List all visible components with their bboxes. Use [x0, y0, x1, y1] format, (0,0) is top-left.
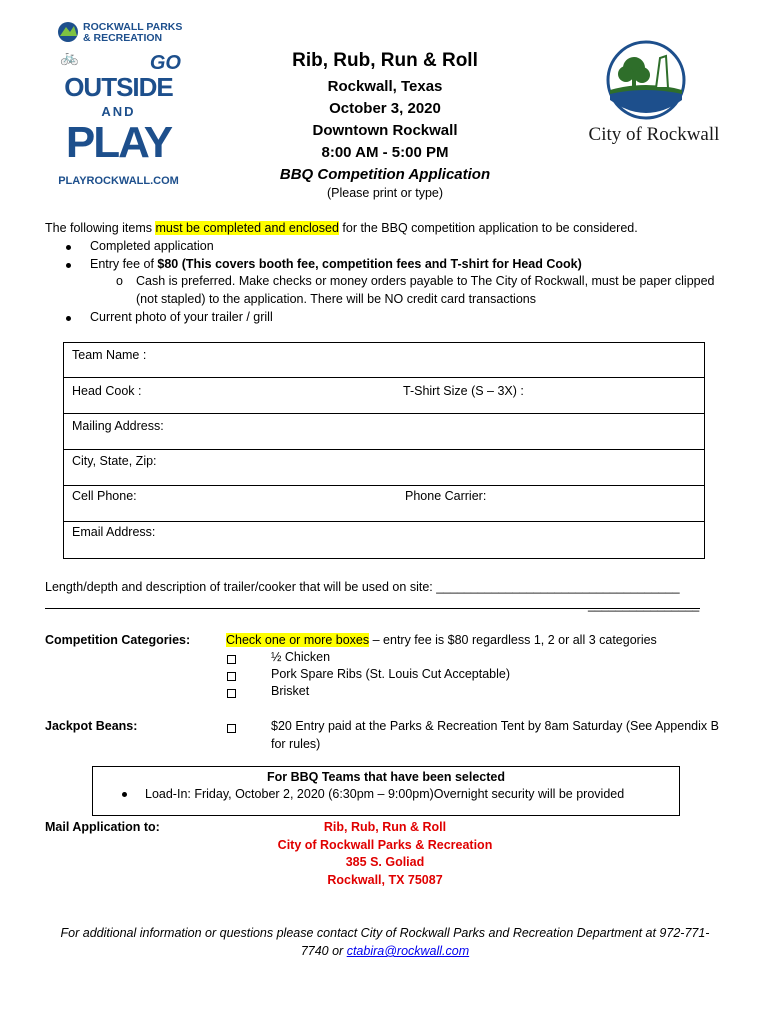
categories-instruction: Check one or more boxes – entry fee is $80 regardless 1, 2 or all 3 categories [226, 633, 657, 647]
load-in-info: Load-In: Friday, October 2, 2020 (6:30pm – 9:00pm)Overnight security will be provided [145, 787, 625, 801]
parks-org-name: ROCKWALL PARKS & RECREATION [83, 21, 183, 44]
tshirt-size-label: T-Shirt Size (S – 3X) : [403, 384, 524, 398]
mail-line: Rockwall, TX 75087 [327, 873, 443, 887]
fee-detail: $80 (This covers booth fee, competition fees and T-shirt for Head Cook) [157, 257, 582, 271]
city-state-zip-label: City, State, Zip: [72, 454, 157, 468]
requirement-item: Completed application [70, 239, 214, 253]
sub-bullet-marker: o [116, 274, 123, 288]
trailer-line-end: ________________ [588, 598, 700, 612]
option-chicken: ½ Chicken [271, 650, 331, 664]
city-name: City of Rockwall [588, 124, 720, 145]
requirement-item: Entry fee of $80 (This covers booth fee, competition fees and T-shirt for Head Cook) [70, 257, 582, 271]
checkbox-chicken[interactable] [227, 655, 236, 664]
payment-note-line2: (not stapled) to the application. There will be NO credit card transactions [136, 292, 536, 306]
slogan-outside: OUTSIDE [64, 72, 173, 102]
checkbox-brisket[interactable] [227, 689, 236, 698]
bullet-icon [122, 792, 127, 797]
mailing-address-label: Mailing Address: [72, 419, 164, 433]
email-label: Email Address: [72, 525, 156, 539]
event-venue: Downtown Rockwall [312, 122, 458, 139]
bullet-icon [66, 245, 71, 250]
email-row[interactable] [64, 522, 704, 558]
mail-line: 385 S. Goliad [345, 855, 425, 869]
team-name-row[interactable] [64, 343, 704, 378]
cell-phone-row[interactable] [64, 486, 704, 522]
city-seal-icon [584, 40, 724, 125]
cell-phone-label: Cell Phone: [72, 489, 137, 503]
print-note: (Please print or type) [326, 186, 444, 200]
checkbox-ribs[interactable] [227, 672, 236, 681]
mail-line: City of Rockwall Parks & Recreation [277, 838, 493, 852]
selected-teams-box [92, 766, 680, 816]
categories-label: Competition Categories: [45, 633, 191, 647]
head-cook-row[interactable] [64, 378, 704, 414]
bike-icon: 🚲 [60, 49, 79, 66]
mail-label: Mail Application to: [45, 820, 160, 834]
payment-note-line1: Cash is preferred. Make checks or money orders payable to The City of Rockwall, must be paper clipped [136, 274, 715, 288]
phone-carrier-label: Phone Carrier: [405, 489, 487, 503]
option-brisket: Brisket [271, 684, 310, 698]
intro-highlight: must be completed and enclosed [155, 221, 339, 235]
application-form [63, 342, 705, 559]
beans-detail-line1: $20 Entry paid at the Parks & Recreation Tent by 8am Saturday (See Appendix B [271, 719, 719, 733]
mail-line: Rib, Rub, Run & Roll [323, 820, 447, 834]
intro-post: for the BBQ competition application to be considered. [338, 221, 638, 235]
requirement-item: Current photo of your trailer / grill [70, 310, 273, 324]
parks-logo [56, 18, 181, 193]
beans-detail-line2: for rules) [271, 737, 321, 751]
contact-email-link[interactable]: ctabira@rockwall.com [346, 944, 470, 958]
intro-pre: The following items [45, 221, 156, 235]
event-location: Rockwall, Texas [327, 78, 443, 95]
slogan-and: AND [101, 104, 136, 119]
footer-contact-line2: 7740 or ctabira@rockwall.com [300, 944, 470, 958]
mailing-address-row[interactable] [64, 414, 704, 450]
slogan-go: GO [149, 52, 181, 74]
footer-contact-line1: For additional information or questions please contact City of Rockwall Parks and Recreation Department at 972-771- [60, 926, 710, 940]
bullet-icon [66, 316, 71, 321]
checkbox-beans[interactable] [227, 724, 236, 733]
option-ribs: Pork Spare Ribs (St. Louis Cut Acceptable) [271, 667, 511, 681]
city-logo [584, 40, 724, 150]
beans-label: Jackpot Beans: [45, 719, 138, 733]
selected-heading: For BBQ Teams that have been selected [266, 770, 506, 784]
head-cook-label: Head Cook : [72, 384, 142, 398]
event-title: Rib, Rub, Run & Roll [292, 50, 478, 71]
city-state-zip-row[interactable] [64, 450, 704, 486]
trailer-description-field[interactable]: Length/depth and description of trailer/cooker that will be used on site: ___________________________________ [45, 580, 680, 594]
event-date: October 3, 2020 [329, 100, 441, 117]
bullet-icon [66, 263, 71, 268]
form-name: BBQ Competition Application [279, 166, 491, 183]
slogan-play: PLAY [65, 118, 172, 167]
parks-url: PLAYROCKWALL.COM [58, 175, 179, 187]
intro-text [45, 221, 638, 235]
event-time: 8:00 AM - 5:00 PM [321, 144, 449, 161]
team-name-label: Team Name : [72, 348, 147, 362]
